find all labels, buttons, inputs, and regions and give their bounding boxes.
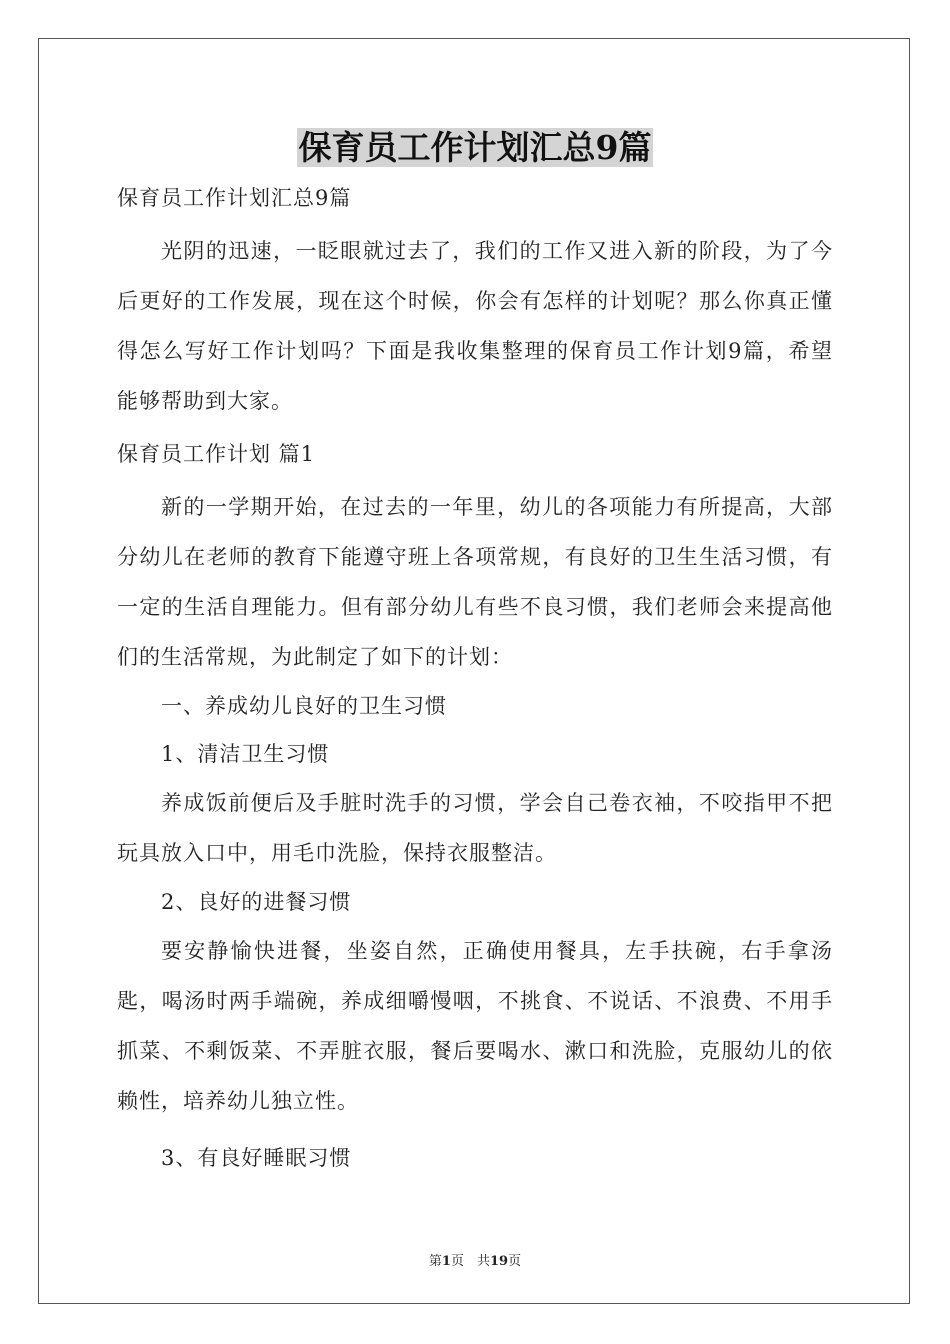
item-1-body: 养成饭前便后及手脏时洗手的习惯，学会自己卷衣袖，不咬指甲不把玩具放入口中，用毛巾洗脸，保持衣服整洁。 xyxy=(117,791,833,865)
footer-suffix: 页 xyxy=(508,1254,522,1269)
section-intro-paragraph: 新的一学期开始，在过去的一年里，幼儿的各项能力有所提高，大部分幼儿在老师的教育下能遵守班上各项常规，有良好的卫生生活习惯，有一定的生活自理能力。但有部分幼儿有些不良习惯，我们老师会来提高他们的生活常规，为此制定了如下的计划： xyxy=(117,495,833,669)
footer-mid: 页 共 xyxy=(450,1254,490,1269)
heading-hygiene: 一、养成幼儿良好的卫生习惯 xyxy=(161,694,447,718)
section-heading: 保育员工作计划 篇1 xyxy=(117,442,316,466)
document-body xyxy=(117,178,833,1182)
item-2-title: 2、良好的进餐习惯 xyxy=(161,890,352,914)
footer-total-pages: 19 xyxy=(489,1254,509,1269)
footer-prefix: 第 xyxy=(428,1254,442,1269)
page-footer xyxy=(0,1250,950,1269)
intro-paragraph: 光阴的迅速，一眨眼就过去了，我们的工作又进入新的阶段，为了今后更好的工作发展，现在这个时候，你会有怎样的计划呢？那么你真正懂得怎么写好工作计划吗？下面是我收集整理的保育员工作计划9篇，希望能够帮助到大家。 xyxy=(117,239,833,413)
item-2-body: 要安静愉快进餐，坐姿自然，正确使用餐具，左手扶碗，右手拿汤匙，喝汤时两手端碗，养成细嚼慢咽，不挑食、不说话、不浪费、不用手抓菜、不剩饭菜、不弄脏衣服，餐后要喝水、漱口和洗脸，克服幼儿的依赖性，培养幼儿独立性。 xyxy=(117,939,833,1113)
subtitle-line: 保育员工作计划汇总9篇 xyxy=(117,186,352,210)
item-1-title: 1、清洁卫生习惯 xyxy=(161,742,330,766)
document-title xyxy=(0,126,950,170)
item-3-title: 3、有良好睡眠习惯 xyxy=(161,1146,352,1170)
document-title-text: 保育员工作计划汇总9篇 xyxy=(298,128,652,167)
footer-page-number: 1 xyxy=(441,1254,451,1269)
